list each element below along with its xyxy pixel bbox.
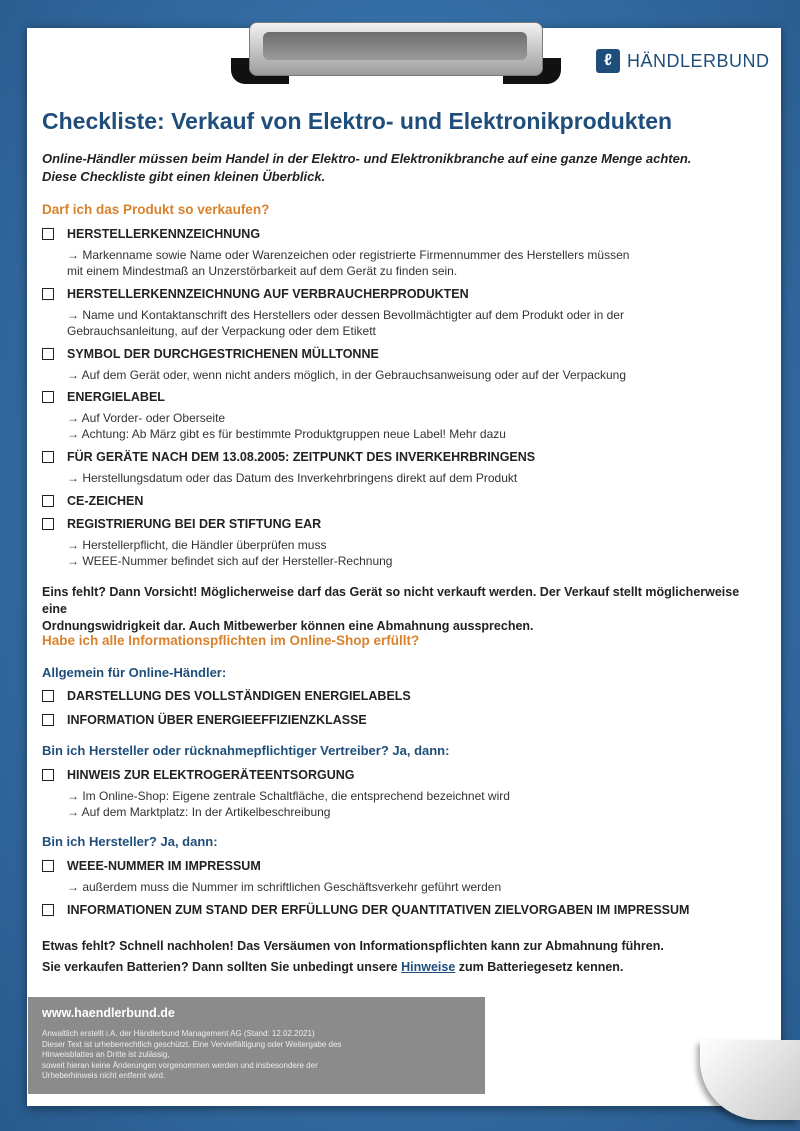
checklist-item — [42, 857, 501, 895]
intro-line: Diese Checkliste gibt einen kleinen Überblick. — [42, 169, 326, 184]
intro-text — [42, 150, 691, 186]
checkbox[interactable] — [42, 860, 54, 872]
item-label: FÜR GERÄTE NACH DEM 13.08.2005: ZEITPUNKT DES INVERKEHRBRINGENS — [67, 450, 536, 464]
checkbox[interactable] — [42, 769, 54, 781]
checkbox[interactable] — [42, 391, 54, 403]
legal-line: Urheberhinweis nicht entfernt wird. — [42, 1071, 166, 1080]
warning-line: Eins fehlt? Dann Vorsicht! Möglicherweise darf das Gerät so nicht verkauft werden. Der Verkauf stellt möglicherweise eine — [42, 585, 740, 616]
legal-line: Anwaltlich erstellt i.A. der Händlerbund Management AG (Stand: 12.02.2021) — [42, 1029, 315, 1038]
item-note: → Markenname sowie Name oder Warenzeichen oder registrierte Firmennummer des Herstellers müssen — [67, 248, 630, 262]
item-label: REGISTRIERUNG BEI DER STIFTUNG EAR — [67, 517, 322, 531]
clip-inner — [263, 32, 527, 60]
legal-line: Hinweisblattes an Dritte ist zulässig, — [42, 1050, 170, 1059]
item-label: INFORMATIONEN ZUM STAND DER ERFÜLLUNG DER QUANTITATIVEN ZIELVORGABEN IM IMPRESSUM — [67, 903, 690, 917]
item-note: → Auf dem Marktplatz: In der Artikelbeschreibung — [67, 805, 331, 819]
closing-post: zum Batteriegesetz kennen. — [455, 960, 624, 974]
footer-legal — [42, 1029, 462, 1082]
checkbox[interactable] — [42, 495, 54, 507]
checkbox[interactable] — [42, 904, 54, 916]
checklist-item — [42, 711, 367, 729]
checkbox[interactable] — [42, 518, 54, 530]
item-note: Gebrauchsanleitung, auf der Verpackung oder dem Etikett — [67, 324, 376, 338]
item-note: → Achtung: Ab März gibt es für bestimmte Produktgruppen neue Label! Mehr dazu — [67, 427, 506, 441]
footer-url[interactable]: www.haendlerbund.de — [42, 1006, 175, 1020]
item-note: mit einem Mindestmaß an Unzerstörbarkeit auf dem Gerät zu finden sein. — [67, 264, 458, 278]
item-note: → Auf dem Gerät oder, wenn nicht anders möglich, in der Gebrauchsanweisung oder auf der Verpackung — [67, 368, 626, 382]
item-note: → Name und Kontaktanschrift des Herstellers oder dessen Bevollmächtigter auf dem Produkt oder in der — [67, 308, 624, 322]
logo-mark-icon: ℓ — [596, 49, 620, 73]
haendlerbund-logo — [596, 49, 770, 73]
group-heading: Bin ich Hersteller? Ja, dann: — [42, 834, 218, 849]
checklist-item — [42, 345, 626, 383]
item-note: → Im Online-Shop: Eigene zentrale Schaltfläche, die entsprechend bezeichnet wird — [67, 789, 510, 803]
checkbox[interactable] — [42, 228, 54, 240]
checklist-item — [42, 687, 411, 705]
item-label: DARSTELLUNG DES VOLLSTÄNDIGEN ENERGIELABELS — [67, 689, 411, 703]
checkbox[interactable] — [42, 690, 54, 702]
item-label: ENERGIELABEL — [67, 390, 165, 404]
checklist-item — [42, 388, 506, 442]
clipboard-clip — [231, 18, 561, 88]
checklist-item — [42, 766, 510, 820]
checkbox[interactable] — [42, 714, 54, 726]
item-label: HINWEIS ZUR ELEKTROGERÄTEENTSORGUNG — [67, 768, 355, 782]
closing-pre: Sie verkaufen Batterien? Dann sollten Sie unbedingt unsere — [42, 960, 402, 974]
page-title: Checkliste: Verkauf von Elektro- und Elektronikprodukten — [42, 108, 673, 134]
section-heading-sell: Darf ich das Produkt so verkaufen? — [42, 202, 270, 217]
warning-line: Ordnungswidrigkeit dar. Auch Mitbewerber können eine Abmahnung aussprechen. — [42, 619, 534, 633]
item-note: → Herstellerpflicht, die Händler überprüfen muss — [67, 538, 327, 552]
closing-line: Etwas fehlt? Schnell nachholen! Das Versäumen von Informationspflichten kann zur Abmahnung führen. — [42, 939, 664, 953]
section-heading-info: Habe ich alle Informationspflichten im Online-Shop erfüllt? — [42, 633, 420, 648]
footer-box — [28, 997, 485, 1094]
item-label: SYMBOL DER DURCHGESTRICHENEN MÜLLTONNE — [67, 347, 379, 361]
warning-text — [42, 584, 762, 635]
item-label: WEEE-NUMMER IM IMPRESSUM — [67, 859, 261, 873]
checkbox[interactable] — [42, 348, 54, 360]
checklist-item — [42, 285, 624, 339]
item-note: → außerdem muss die Nummer im schriftlichen Geschäftsverkehr geführt werden — [67, 880, 502, 894]
checklist-item — [42, 492, 143, 510]
checklist-item — [42, 225, 629, 279]
item-label: HERSTELLERKENNZEICHNUNG — [67, 227, 261, 241]
checklist-item — [42, 515, 392, 569]
page-curl — [700, 1040, 800, 1120]
legal-line: Dieser Text ist urheberrechtlich geschützt. Eine Vervielfältigung oder Weitergabe des — [42, 1039, 342, 1049]
item-note: → WEEE-Nummer befindet sich auf der Hersteller-Rechnung — [67, 554, 393, 568]
closing-line — [42, 957, 762, 978]
logo-wordmark: HÄNDLERBUND — [627, 50, 770, 71]
item-label: INFORMATION ÜBER ENERGIEEFFIZIENZKLASSE — [67, 713, 367, 727]
checklist-item — [42, 448, 535, 486]
group-heading: Allgemein für Online-Händler: — [42, 665, 227, 680]
item-label: HERSTELLERKENNZEICHNUNG AUF VERBRAUCHERPRODUKTEN — [67, 287, 469, 301]
intro-line: Online-Händler müssen beim Handel in der Elektro- und Elektronikbranche auf eine ganze Menge achten. — [42, 151, 692, 166]
item-label: CE-ZEICHEN — [67, 494, 144, 508]
checkbox[interactable] — [42, 288, 54, 300]
closing-text — [42, 936, 762, 978]
legal-line: soweit hieran keine Änderungen vorgenommen werden und insbesondere der — [42, 1060, 318, 1070]
group-heading: Bin ich Hersteller oder rücknahmepflichtiger Vertreiber? Ja, dann: — [42, 743, 450, 758]
item-note: → Auf Vorder- oder Oberseite — [67, 411, 226, 425]
checklist-item — [42, 901, 689, 919]
item-note: → Herstellungsdatum oder das Datum des Inverkehrbringens direkt auf dem Produkt — [67, 471, 518, 485]
checkbox[interactable] — [42, 451, 54, 463]
hinweise-link[interactable]: Hinweise — [401, 960, 456, 974]
